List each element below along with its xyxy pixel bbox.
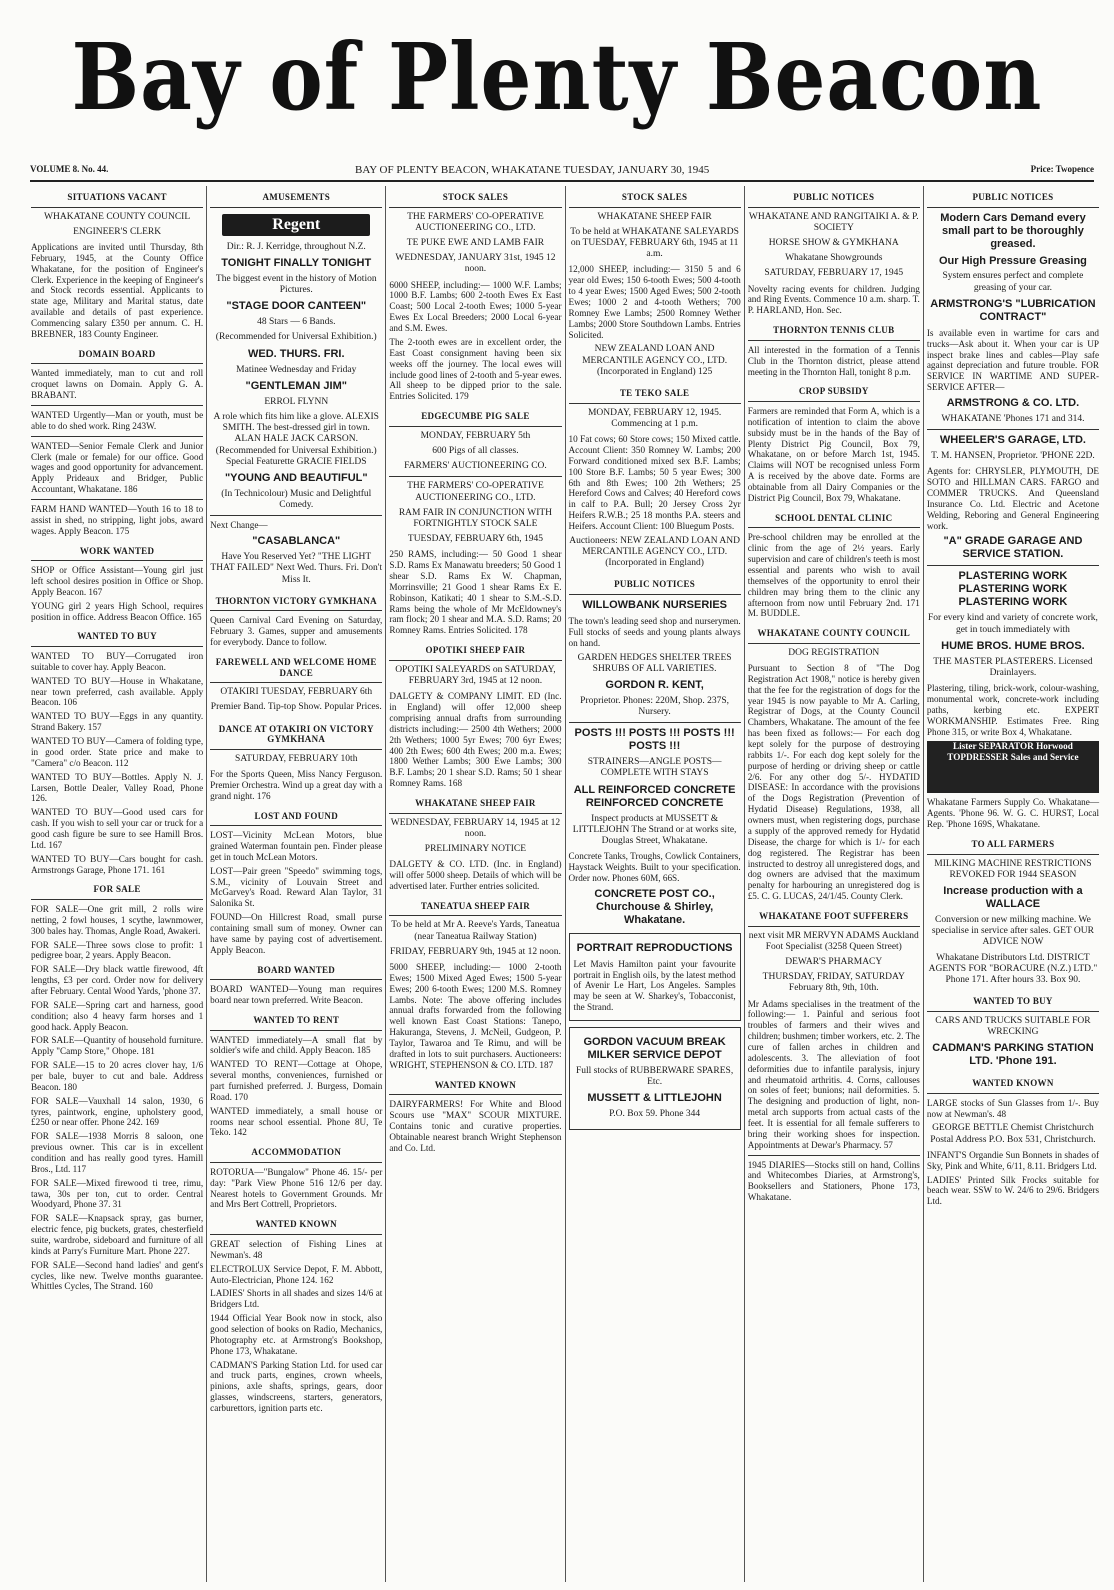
- dateline: [30, 162, 1094, 182]
- notice-body: DALGETY & CO. LTD. (Inc. in England) will offer 5000 sheep. Details of which will be advertised later. Further entries solicited.: [389, 859, 562, 891]
- notice-body: WEDNESDAY, JANUARY 31st, 1945 12 noon.: [395, 253, 556, 275]
- notice-subtitle: Dir.: R. J. Kerridge, throughout N.Z.: [226, 241, 366, 252]
- advert-body: Proprietor. Phones: 220M, Shop. 237S, Nursery.: [580, 695, 730, 718]
- section-heading: BOARD WANTED: [210, 959, 382, 981]
- classified-ad: WANTED TO BUY—Good used cars for cash. If you wish to sell your car or truck for a good cash figure be sure to see Hamill Bros. Ltd. 167: [31, 807, 204, 850]
- advert-body: The town's leading seed shop and nurserymen. Full stocks of seeds and young plants always on hand.: [568, 615, 741, 648]
- film-title: "YOUNG AND BEAUTIFUL": [224, 471, 368, 484]
- notice-body: MONDAY, FEBRUARY 12, 1945. Commencing at 1 p.m.: [587, 407, 722, 429]
- section-heading: WANTED KNOWN: [210, 1213, 382, 1235]
- notice-body: Mr Adams specialises in the treatment of the following:— 1. Painful and serious foot troubles of farmers and their wives and children; bushmen; timber workers, etc. 2. The cure of fallen arches in children and adolescents. 3. The alleviation of foot deformities due to infantile paralysis, injury and rheumatoid arthritis. 4. Corns, callouses on soles of feet; bunions; nail deformities. 5. The designing and production of light, non-metal arch supports from actual casts of the feet. It is essential for all female sufferers to bring their working shoes for inspection. Appointments at Dewar's Pharmacy. 57: [747, 998, 920, 1150]
- film-title: "GENTLEMAN JIM": [245, 379, 347, 392]
- portrait-advert: [569, 933, 741, 1021]
- classified-ad: 1944 Official Year Book now in stock, also good selection of books on Radio, Mechanics, Photography etc. at Armstrong's Bookshop, Phone 173, Whakatane.: [210, 1313, 383, 1356]
- classified-ad: ELECTROLUX Service Depot, F. M. Abbott, Auto-Electrician, Phone 124. 162: [210, 1263, 383, 1285]
- section-heading: THORNTON VICTORY GYMKHANA: [210, 590, 382, 612]
- notice-body: The biggest event in the history of Motion Pictures.: [215, 273, 377, 295]
- notice-body: Pursuant to Section 8 of "The Dog Registration Act 1908," notice is hereby given that the fee for the registration of dogs for the year 1945 is now payable to Mr A. Carling, Registrar of Dogs, at the County Council Chambers, Whakatane. The amount of the fee has been fixed as follows:— For each dog kept solely for the purpose of destroying rabbits 1/-. For each dog kept solely for the purpose of herding or driving sheep or cattle 2/6. For any other dog 5/-. HYDATID DISEASE: In accordance with the provisions of the Dogs Registration (Prevention of Hydatid Disease) Regulations, 1938, all owners must, when registering dogs, purchase a supply of the approved remedy for Hydatid Disease, the charge for which is 1/- for each dog registered. The Registrar has been instructed to destroy all unregistered dogs, and dog owners are advised that the maximum penalty for harbouring an unregistered dog is £5. C. G. LUCAS, 24/1/45. County Clerk.: [747, 663, 920, 902]
- divider: [748, 1155, 920, 1156]
- advert-title: GORDON VACUUM BREAK MILKER SERVICE DEPOT: [583, 1035, 726, 1061]
- notice-body: OPOTIKI SALEYARDS on SATURDAY, FEBRUARY 3rd, 1945 at 12 noon.: [395, 664, 556, 686]
- classified-ad: DAIRYFARMERS! For White and Blood Scours use "MAX" SCOUR MIXTURE. Contains tonic and curative properties. Obtainable nearest branch Wright Stephenson and Co. Ltd.: [389, 1099, 562, 1153]
- notice-body: 48 Stars — 6 Bands.: [257, 317, 336, 328]
- advert-title: ARMSTRONG'S "LUBRICATION CONTRACT": [930, 297, 1096, 323]
- notice-title: WHAKATANE AND RANGITAIKI A. & P. SOCIETY: [748, 211, 919, 233]
- section-heading: EDGECUMBE PIG SALE: [389, 405, 561, 427]
- advert-title: CONCRETE POST CO., Churchouse & Shirley, Whakatane.: [594, 887, 715, 926]
- notice-body: (Recommended for Universal Exhibition.): [215, 332, 377, 343]
- film-title: "CASABLANCA": [252, 535, 341, 548]
- section-heading: WANTED TO RENT: [210, 1009, 382, 1031]
- advert-body: Agents for: CHRYSLER, PLYMOUTH, DE SOTO and HILLMAN CARS. FARGO and COMMER TRUCKS. And Queensland Insurance Co. Ltd. Electric and Acetone Welding, Reboring and General Engineering work.: [926, 466, 1100, 531]
- notice-body: Have You Reserved Yet? "THE LIGHT THAT FAILED" Next Wed. Thurs. Fri. Don't Miss It.: [210, 552, 383, 585]
- advert-title: Modern Cars Demand every small part to be thoroughly greased.: [940, 211, 1086, 250]
- notice-body: Pre-school children may be enrolled at the clinic from the age of 2½ years. Early supervision and care of children's teeth is most essential and parents who wish to avail themselves of the opportunity to enrol their children may bring them to the clinic any afternoon from now until February 2nd. 171 M. BUDDLE.: [747, 532, 920, 619]
- advert-body: Whakatane Farmers Supply Co. Whakatane— Agents. 'Phone 96. W. G. C. HURST, Local Rep. 'Phone 169S, Whakatane.: [926, 797, 1100, 830]
- notice-body: MONDAY, FEBRUARY 5th: [420, 430, 531, 441]
- advert-body: Inspect products at MUSSETT & LITTLEJOHN The Strand or at works site, Douglas Street, Whakatane.: [572, 813, 737, 847]
- section-heading: STOCK SALES: [389, 186, 561, 208]
- advert-body: Full stocks of RUBBERWARE SPARES, Etc.: [575, 1065, 734, 1088]
- section-heading: WANTED TO BUY: [927, 990, 1099, 1012]
- column-2: [207, 186, 386, 1582]
- advert-body: P.O. Box 59. Phone 344: [609, 1109, 701, 1120]
- section-heading: TO ALL FARMERS: [927, 833, 1099, 855]
- notice-body: A role which fits him like a glove. ALEXIS SMITH. The best-dressed girl in town. ALAN HALE JACK CARSON. (Recommended for Universal Exhibition.) Special Featurette GRACIE FIELDS: [213, 411, 379, 467]
- notice-body: 250 RAMS, including:— 50 Good 1 shear S.D. Rams Ex Manawatu breeders; 50 Good 1 shear S.D. Rams Ex W. Chapman, Morrinsville; 21 Good 1 shear Rams Ex E. Robinson, Katikati; 40 1 shear to S.M.-S.D. Rams being the whole of Mr McEldowney's ram flock; 20 1 shear and M.A. S.D. Rams; 20 Romney Rams. Entries Solicited. 178: [389, 549, 562, 636]
- notice-body: FARMERS' AUCTIONEERING CO.: [404, 461, 547, 472]
- section-heading: THORNTON TENNIS CLUB: [748, 319, 920, 341]
- advert-body: Plastering, tiling, brick-work, colour-washing, monumental work, concrete-work including paths, kerbing etc. EXPERT WORKMANSHIP. Estimates Free. Ring Phone 315, or write Box 4, Whakatane.: [926, 683, 1100, 737]
- section-heading: WHAKATANE COUNTY COUNCIL: [748, 622, 920, 644]
- classified-ad: WANTED Urgently—Man or youth, must be able to do shed work. Ring 243W.: [31, 409, 204, 431]
- section-heading: STOCK SALES: [569, 186, 741, 208]
- notice-title: WED. THURS. FRI.: [247, 347, 345, 360]
- notice-body: NEW ZEALAND LOAN AND MERCANTILE AGENCY CO., LTD. (Incorporated in England) 125: [582, 344, 728, 377]
- divider: [569, 722, 741, 723]
- film-title: "STAGE DOOR CANTEEN": [226, 300, 367, 313]
- advert-body: STRAINERS—ANGLE POSTS—COMPLETE WITH STAYS: [587, 757, 722, 779]
- classified-ad: FOR SALE—Three sows close to profit: 1 pedigree boar, 2 years. Apply Beacon.: [31, 939, 204, 961]
- divider: [31, 405, 203, 406]
- advert-body: THE MASTER PLASTERERS. Licensed Drainlayers.: [933, 656, 1093, 678]
- divider: [927, 429, 1099, 430]
- section-heading: TANEATUA SHEEP FAIR: [389, 895, 561, 917]
- section-heading: FAREWELL AND WELCOME HOME DANCE: [210, 651, 382, 683]
- notice-title: HORSE SHOW & GYMKHANA: [768, 238, 899, 249]
- notice-body: Novelty racing events for children. Judging and Ring Events. Commence 10 a.m. sharp. T. P. HARLAND, Hon. Sec.: [747, 283, 920, 316]
- column-3: [386, 186, 565, 1582]
- divider: [31, 499, 203, 500]
- classified-ad: WANTED immediately, a small house or rooms near school essential. Phone 8U, Te Teko. 142: [210, 1105, 383, 1138]
- classified-ad: LOST—Pair green "Speedo" swimming togs, S.M., vicinity of Louvain Street and McGarvey's Road. Reward Alan Taylor, 31 Salonika St.: [210, 865, 383, 909]
- section-heading: AMUSEMENTS: [210, 186, 382, 208]
- notice-body: THURSDAY, FRIDAY, SATURDAY February 8th, 9th, 10th.: [762, 972, 905, 994]
- notice-body: 5000 SHEEP, including:— 1000 2-tooth Ewes; 1500 Mixed Aged Ewes; 1500 5-year Ewes; 200 6-tooth Ewes; 1200 M.S. Romney Lambs. Note: The above offering includes annual drafts forwarded from the following well known East Coast Stations: Tanepo, Hakuranga, Stevens, J. McNeil, Gudgeon, P. Taylor, Tawaroa and Te Rimu, and will be drafted in lots to suit purchasers. Auctioneers: WRIGHT, STEPHENSON & CO. LTD. 187: [389, 961, 562, 1070]
- lister-sales-service-illustration: Lister SEPARATOR Horwood TOPDRESSER Sales and Service: [927, 741, 1099, 793]
- notice-body: next visit MR MERVYN ADAMS Auckland Foot Specialist (3258 Queen Street): [748, 930, 919, 952]
- classified-ad: FOR SALE—15 to 20 acres clover hay, 1/6 per bale, buyer to cut and bale. Address Beacon. 180: [31, 1060, 204, 1092]
- classified-ad: FOUND—On Hillcrest Road, small purse containing small sum of money. Owner can have same by paying cost of advertisement. Apply Beacon.: [210, 912, 383, 955]
- notice-body: PRELIMINARY NOTICE: [424, 843, 527, 854]
- advert-title: Increase production with a WALLACE: [943, 885, 1083, 910]
- newspaper-title: Bay of Plenty Beacon: [71, 22, 1043, 132]
- classified-ad: 1945 DIARIES—Stocks still on hand, Collins and Whitecombes Diaries, at Armstrong's, Booksellers and Stationers, Phone 173, Whakatane.: [747, 1159, 920, 1203]
- notice-body: Applications are invited until Thursday, 8th February, 1945, at the County Office Whakatane, for the position of Engineer's Clerk. Experience in the keeping of Engineer's and Stock records essential. Applicants to state age, Military and Marital status, date available and details of past experience. Commencing salary £350 per annum. C. H. BREBNER, 183 County Engineer.: [31, 242, 204, 339]
- classified-ad: WANTED TO BUY—Corrugated iron suitable to cover hay. Apply Beacon.: [31, 651, 204, 672]
- column-5: [745, 186, 924, 1582]
- notice-body: To be held at WHAKATANE SALEYARDS on TUESDAY, FEBRUARY 6th, 1945 at 11 a.m.: [570, 226, 739, 260]
- classified-ad: WANTED—Senior Female Clerk and Junior Clerk (male or female) for our office. Good wages and good opportunity for advancement. Apply Prideaux and Bridger, Public Accountant, Whakatane. 186: [31, 440, 204, 495]
- classified-ad: FOR SALE—1938 Morris 8 saloon, one previous owner. This car is in excellent condition and has really good tyres. Hamill Bros., Ltd. 117: [31, 1131, 204, 1174]
- section-heading: WORK WANTED: [31, 540, 203, 562]
- regent-theatre-logo: Regent: [222, 214, 370, 236]
- notice-body: ERROL FLYNN: [264, 396, 329, 407]
- classified-ad: LADIES' Printed Silk Frocks suitable for beach wear. SSW to W. 24/6 to 29/6. Bridgers Ltd.: [926, 1174, 1100, 1207]
- notice-body: DALGETY & COMPANY LIMIT. ED (Inc. in England) will offer 12,000 sheep comprising annual drafts from surrounding districts including:— 2500 4th Wethers; 2000 2th Wethers; 1000 5yr Ewes; 700 6yr Ewes; 400 2th Ewes; 600 4th Ewes; 200 m.a. Ewes; 1800 Wether Lambs; 300 Ewe Lambs; 300 B.F. Lambs; 20 1 shear S.D. Rams; 50 1 shear Romney Rams. 168: [389, 691, 562, 789]
- notice-body: Matinee Wednesday and Friday: [236, 364, 357, 375]
- notice-body: Whakatane Showgrounds: [785, 253, 883, 264]
- advert-title: ARMSTRONG & CO. LTD.: [946, 396, 1080, 409]
- advert-body: Concrete Tanks, Troughs, Cowlick Containers, Haystack Weights. Built to your specification. Order now. Phones 60M, 66S.: [568, 851, 741, 883]
- classified-ad: FOR SALE—One grit mill, 2 rolls wire netting, 2 fowl houses, 1 scythe, lawnmower, 300 bales hay. Thomas, Angle Road, Awakeri.: [31, 903, 204, 936]
- section-heading: SITUATIONS VACANT: [31, 186, 203, 208]
- divider: [31, 436, 203, 437]
- classified-ad: LADIES' Shorts in all shades and sizes 14/6 at Bridgers Ltd.: [210, 1288, 383, 1310]
- classified-ad: GEORGE BETTLE Chemist Christchurch Postal Address P.O. Box 531, Christchurch.: [930, 1123, 1096, 1145]
- column-1: [28, 186, 207, 1582]
- divider: [927, 565, 1099, 566]
- advert-title: ALL REINFORCED CONCRETE REINFORCED CONCRETE: [573, 783, 736, 809]
- notice-title: WHAKATANE SHEEP FAIR: [597, 211, 712, 222]
- classified-ad: WANTED TO BUY—Camera of folding type, in good order. State price and make to "Camera" c/o Beacon. 112: [31, 736, 204, 768]
- section-heading: SCHOOL DENTAL CLINIC: [748, 507, 920, 529]
- advert-body: MILKING MACHINE RESTRICTIONS REVOKED FOR 1944 SEASON: [934, 858, 1092, 880]
- advert-title: PORTRAIT REPRODUCTIONS: [576, 941, 733, 954]
- classified-ad: FOR SALE—Second hand ladies' and gent's cycles, like new. Twelve months guarantee. Whittles Cycles, The Strand. 160: [31, 1259, 204, 1292]
- advert-body: Conversion or new milking machine. We specialise in service after sales. GET OUR ADVICE NOW: [931, 914, 1094, 948]
- notice-body: 12,000 SHEEP, including:— 3150 5 and 6 year old Ewes; 150 6-tooth Ewes; 500 4-tooth to 4 year Ewes; 1500 Aged Ewes; 500 2-tooth Ewes; 1000 2 and 4-tooth Wethers; 700 Romney Ewe Lambs; 2500 Romney Wether Lambs; 2000 Store Southdown Lambs. Entries Solicited.: [568, 264, 741, 340]
- section-heading: WANTED KNOWN: [927, 1072, 1099, 1094]
- notice-body: Queen Carnival Card Evening on Saturday, February 3. Games, supper and amusements for everybody. Dance to follow.: [210, 615, 383, 648]
- notice-body: 600 Pigs of all classes.: [432, 445, 519, 456]
- section-heading: PUBLIC NOTICES: [569, 573, 741, 595]
- notice-title: WHAKATANE COUNTY COUNCIL: [44, 211, 191, 222]
- classified-ad: WANTED TO BUY—House in Whakatane, near town preferred, cash available. Apply Beacon. 106: [31, 675, 204, 708]
- section-heading: ACCOMMODATION: [210, 1141, 382, 1163]
- notice-body: All interested in the formation of a Tennis Club in the Thornton district, please attend meeting in the Thornton Hall, tonight 8 p.m.: [747, 344, 920, 377]
- notice-body: 10 Fat cows; 60 Store cows; 150 Mixed cattle. Account Client: 350 Romney W. Lambs; 200 Forward conditioned mixed sex B.F. Lambs; 100 Store B.F. Lambs; 50 5 year Ewes; 300 6th and 8th Ewes; 100 2th Wethers; 25 Hereford Cows and Calves; 40 Hereford cows in calf to P.A. Bull; 20 Jersey Cross 2yr Heifers R.W.B.; 25 18 months P.A. steers and Heifers. Account Client: 100 Bluegum Posts.: [568, 434, 741, 531]
- classified-ad: WANTED immediately—A small flat by soldier's wife and child. Apply Beacon. 185: [210, 1034, 383, 1056]
- classified-ad: FOR SALE—Knapsack spray, gas burner, electric fence, pig buckets, grates, chesterfield suite, wardrobe, sideboard and furniture of all kinds at Parry's Furniture Mart. Phone 227.: [31, 1213, 204, 1256]
- classified-ad: FOR SALE—Mixed firewood ti tree, rimu, tawa, 30s per ton, cut to order. Central Woodyard, Phone 37. 31: [31, 1177, 204, 1210]
- notice-subtitle: ENGINEER'S CLERK: [73, 226, 162, 237]
- section-heading: WHAKATANE SHEEP FAIR: [389, 792, 561, 814]
- notice-body: Next Change—: [210, 520, 268, 531]
- classified-ad: BOARD WANTED—Young man requires board near town preferred. Write Beacon.: [210, 984, 383, 1006]
- advert-body: Is available even in wartime for cars and trucks—Ask about it. When your car is UP inspect brake lines and cables—Play safe against depreciation and future trouble. FOR SERVICE IN WARTIME AND SUPER-SERVICE AFTER—: [926, 327, 1100, 393]
- classified-ad: LARGE stocks of Sun Glasses from 1/-. Buy now at Newman's. 48: [926, 1097, 1100, 1119]
- section-heading: PUBLIC NOTICES: [748, 186, 920, 208]
- classified-ad: FOR SALE—Dry black wattle firewood, 4ft lengths, £3 per cord. Order now for delivery after February. Cental Wood Yards, 'phone 37.: [31, 964, 204, 996]
- classified-ad: WANTED TO RENT—Cottage at Ohope, several months, conveniences, furnished or part furnished preferred. J. Burgess, Domain Road. 170: [210, 1059, 383, 1102]
- classified-ad: FARM HAND WANTED—Youth 16 to 18 to assist in shed, no stripping, light jobs, award wages. Apply Beacon. 175: [31, 503, 204, 536]
- classified-ad: FOR SALE—Spring cart and harness, good condition; also 4 heavy farm horses and 1 good hack. Apply Beacon.: [31, 999, 204, 1032]
- notice-title: THE FARMERS' CO-OPERATIVE AUCTIONEERING CO., LTD.: [407, 481, 544, 503]
- classified-ad: YOUNG girl 2 years High School, requires position in office. Address Beacon Office. 165: [31, 600, 204, 622]
- notice-body: Farmers are reminded that Form A, which is a notification of intention to claim the above subsidy must be in the hands of the Bay of Plenty District Pig Council, Box 79, Whakatane, on or before March 1st, 1945. Claims will NOT be recognised unless Form A is received by the above date. Forms are obtainable from all Dairy Companies or the District Pig Council, Box 79, Whakatane.: [747, 406, 920, 503]
- advert-body: For every kind and variety of concrete work, get in touch immediately with: [928, 613, 1098, 635]
- classified-ad: WANTED TO BUY—Eggs in any quantity. Strand Bakery. 157: [31, 711, 204, 733]
- notice-body: The 2-tooth ewes are in excellent order, the East Coast consignment having been six weeks off the journey. The local ewes will include good lines of 2-tooth and 5-year ewes. All sheep to be dipped prior to the sale. Entries Solicited. 179: [389, 336, 562, 402]
- classified-ad: ROTORUA—"Bungalow" Phone 46. 15/- per day: "Park View Phone 516 12/6 per day. Nearest hotels to Government Grounds. Mr and Mrs Bert Cottrell, Proprietors.: [210, 1166, 383, 1210]
- section-heading: FOR SALE: [31, 878, 203, 900]
- advert-body: Let Mavis Hamilton paint your favourite portrait in English oils, by the latest method of Avenir Le Hart, Los Angeles. Samples may be seen at W. Sharkey's, Tobacconist, the Strand.: [573, 958, 736, 1013]
- milker-advert: [569, 1027, 741, 1130]
- notice-body: SATURDAY, FEBRUARY 10th: [235, 753, 358, 764]
- notice-title: THE FARMERS' CO-OPERATIVE AUCTIONEERING CO., LTD.: [407, 211, 544, 233]
- section-heading: WHAKATANE FOOT SUFFERERS: [748, 905, 920, 927]
- advert-title: WILLOWBANK NURSERIES: [582, 599, 728, 612]
- notice-title: DOG REGISTRATION: [788, 647, 880, 658]
- advert-body: GARDEN HEDGES SHELTER TREES SHRUBS OF ALL VARIETIES.: [577, 652, 732, 674]
- classified-ad: SHOP or Office Assistant—Young girl just left school desires position in Office or Shop. Apply Beacon. 167: [31, 565, 204, 597]
- notice-body: TUESDAY, FEBRUARY 6th, 1945: [407, 534, 543, 545]
- notice-body: 6000 SHEEP, including:— 1000 W.F. Lambs; 1000 B.F. Lambs; 600 2-tooth Ewes Ex East Coast; 500 Local 2-tooth Ewes; 1000 5-year Ewes Ex Local Breeders; 2000 Local 6-year and S.M. Ewes.: [389, 279, 562, 334]
- advert-title: POSTS !!! POSTS !!! POSTS !!! POSTS !!!: [574, 727, 735, 753]
- notice-body: To be held at Mr A. Reeve's Yards, Taneatua (near Taneatua Railway Station): [391, 920, 560, 942]
- section-heading: CROP SUBSIDY: [748, 380, 920, 402]
- advert-title: GORDON R. KENT,: [605, 678, 704, 691]
- notice-title: RAM FAIR IN CONJUNCTION WITH FORTNIGHTLY STOCK SALE: [398, 507, 553, 529]
- notice-body: Wanted immediately, man to cut and roll croquet lawns on Domain. Apply G. A. BRABANT.: [31, 368, 204, 401]
- section-heading: LOST AND FOUND: [210, 805, 382, 827]
- section-heading: OPOTIKI SHEEP FAIR: [389, 639, 561, 661]
- divider: [389, 476, 561, 477]
- masthead: [0, 0, 1114, 158]
- divider: [210, 515, 382, 516]
- column-6: [924, 186, 1102, 1582]
- notice-body: WEDNESDAY, FEBRUARY 14, 1945 at 12 noon.: [390, 817, 561, 839]
- advert-body: WHAKATANE 'Phones 171 and 314.: [941, 413, 1085, 424]
- advert-title: "A" GRADE GARAGE AND SERVICE STATION.: [943, 535, 1083, 561]
- advert-title: Our High Pressure Greasing: [938, 254, 1087, 267]
- classified-ad: WANTED TO BUY—Cars bought for cash. Armstrongs Garage, Phone 171. 161: [31, 853, 204, 875]
- section-heading: TE TEKO SALE: [569, 382, 741, 404]
- notice-body: For the Sports Queen, Miss Nancy Ferguson. Premier Orchestra. Wind up a great day with a grand night. 176: [210, 768, 383, 801]
- notice-body: (In Technicolour) Music and Delightful Comedy.: [221, 488, 372, 511]
- notice-title: DEWAR'S PHARMACY: [785, 956, 883, 967]
- classified-ad: FOR SALE—Vauxhall 14 salon, 1930, 6 tyres, paintwork, engine, upholstery good, £250 or near offer. Phone 242. 169: [31, 1095, 204, 1128]
- newspaper-page: [28, 186, 1102, 1582]
- section-heading: PUBLIC NOTICES: [927, 186, 1099, 208]
- classified-ad: GREAT selection of Fishing Lines at Newman's. 48: [210, 1238, 383, 1260]
- classified-ad: WANTED TO BUY—Bottles. Apply N. J. Larsen, Bottle Dealer, Valley Road, Phone 126.: [31, 771, 204, 804]
- advert-body: CARS AND TRUCKS SUITABLE FOR WRECKING: [935, 1015, 1091, 1037]
- price: Price: Twopence: [1030, 164, 1094, 174]
- notice-body: Auctioneers: NEW ZEALAND LOAN AND MERCANTILE AGENCY CO., LTD. (Incorporated in England): [569, 535, 740, 569]
- notice-body: OTAKIRI TUESDAY, FEBRUARY 6th: [220, 687, 373, 698]
- classified-ad: FOR SALE—Quantity of household furniture. Apply "Camp Store," Ohope. 181: [31, 1035, 204, 1057]
- issue-date: BAY OF PLENTY BEACON, WHAKATANE TUESDAY, JANUARY 30, 1945: [355, 164, 710, 176]
- advert-title: PLASTERING WORK PLASTERING WORK PLASTERING WORK: [958, 570, 1068, 609]
- notice-title: TONIGHT FINALLY TONIGHT: [221, 256, 372, 269]
- section-heading: DANCE AT OTAKIRI ON VICTORY GYMKHANA: [210, 718, 382, 750]
- classified-ad: LOST—Vicinity McLean Motors, blue grained Waterman fountain pen. Finder please get in touch McLean Motors.: [210, 830, 383, 862]
- advert-title: HUME BROS. HUME BROS.: [941, 639, 1085, 652]
- section-heading: WANTED KNOWN: [389, 1074, 561, 1096]
- notice-body: FRIDAY, FEBRUARY 9th, 1945 at 12 noon.: [389, 946, 561, 957]
- classified-ad: CADMAN'S Parking Station Ltd. for used car and truck parts, engines, crown wheels, pinions, axle shafts, springs, gears, door glasses, windscreens, starters, generators, carburettors, ignition parts etc.: [210, 1359, 383, 1413]
- notice-title: TE PUKE EWE AND LAMB FAIR: [406, 238, 545, 249]
- classified-ad: INFANT'S Organdie Sun Bonnets in shades of Sky, Pink and White, 6/11, 8.11. Bridgers Ltd.: [926, 1149, 1100, 1171]
- advert-body: System ensures perfect and complete greasing of your car.: [942, 271, 1084, 293]
- advert-body: T. M. HANSEN, Proprietor. 'PHONE 22D.: [931, 451, 1095, 462]
- column-4: [566, 186, 745, 1582]
- section-heading: DOMAIN BOARD: [31, 343, 203, 365]
- notice-body: SATURDAY, FEBRUARY 17, 1945: [764, 268, 904, 279]
- advert-body: Whakatane Distributors Ltd. DISTRICT AGENTS FOR "BORACURE (N.Z.) LTD." Phone 171. After hours 33. Box 90.: [928, 952, 1098, 985]
- advert-title: CADMAN'S PARKING STATION LTD. 'Phone 191.: [932, 1042, 1094, 1068]
- notice-body: Premier Band. Tip-top Show. Popular Prices.: [210, 702, 382, 713]
- volume-number: VOLUME 8. No. 44.: [30, 164, 109, 174]
- section-heading: WANTED TO BUY: [31, 625, 203, 647]
- advert-title: MUSSETT & LITTLEJOHN: [587, 1092, 722, 1105]
- advert-title: WHEELER'S GARAGE, LTD.: [939, 434, 1086, 447]
